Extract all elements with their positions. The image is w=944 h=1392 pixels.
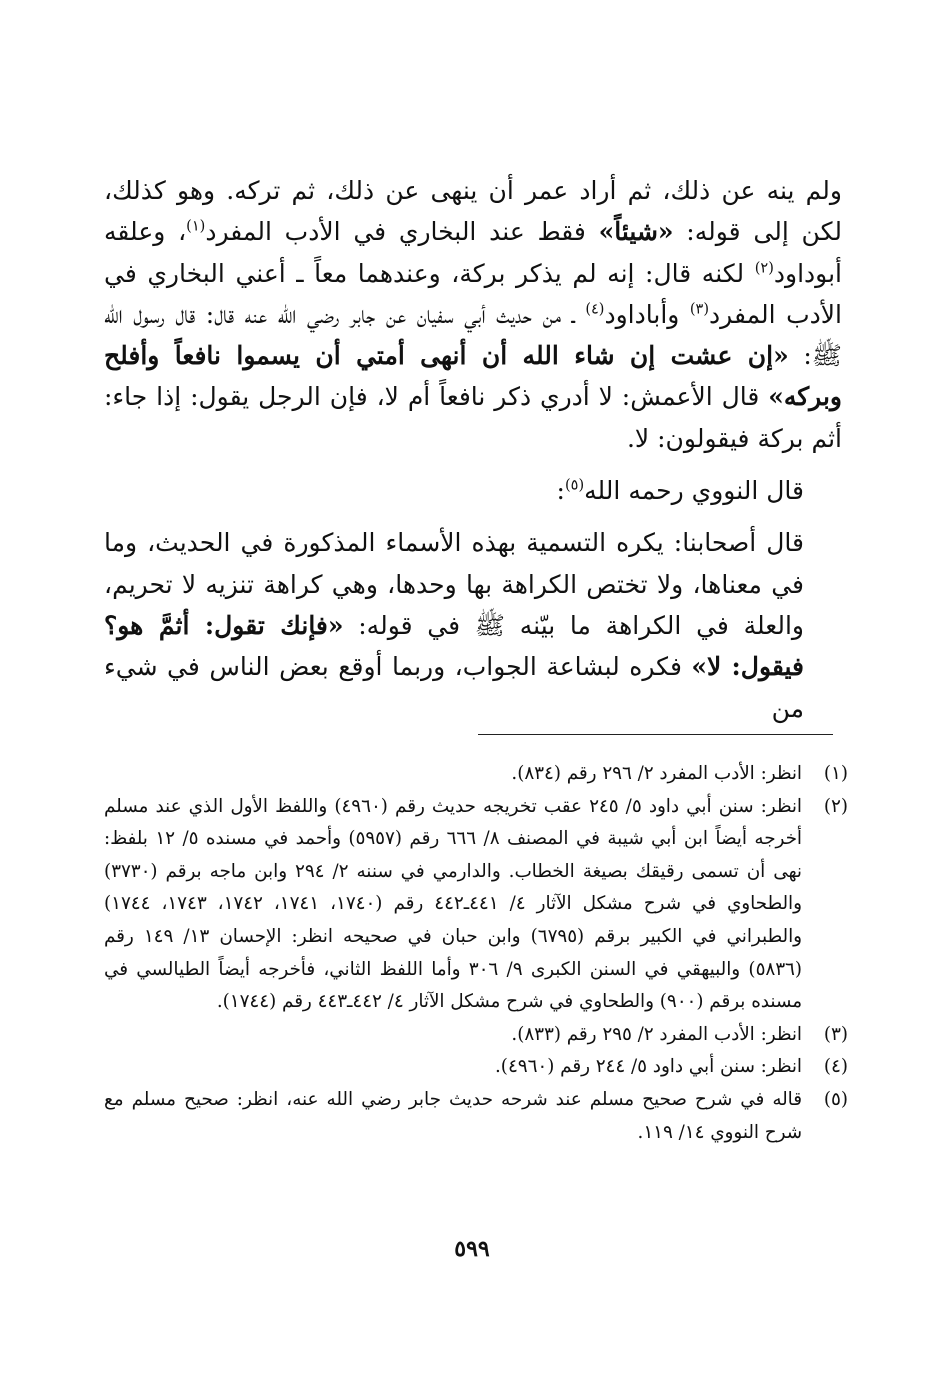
footnote-number: (٥) [823,1088,848,1110]
footnote-number: (٢) [823,795,848,817]
text-run: فقط عند البخاري في الأدب المفرد [205,217,599,247]
footnote-5 [104,1084,848,1149]
footnote-ref[interactable]: (٢) [754,260,774,277]
footnote-3 [104,1019,848,1052]
quoted-text: «فإنك تقول: أثمَّ هو؟ فيقول: لا» [104,610,804,682]
footnotes [104,758,848,1149]
quoted-text: «إن عشت إن شاء الله أن أنهى أمتي أن يسموا نافعاً وأفلح وبركه» [104,341,842,412]
text-run: ولم ينه عن ذلك، ثم أراد عمر أن ينهى عن ذلك، ثم تركه. وهو كذلك، لكن إلى قوله: [104,176,842,247]
footnote-text: انظر: الأدب المفرد ٢/ ٢٩٥ رقم (٨٣٣). [511,1023,802,1045]
text-run: : [556,476,565,506]
text-run: لكنه قال: إنه لم يذكر بركة، وعندهما معاً ـ أعني البخاري في الأدب المفرد [104,258,842,329]
footnote-4 [104,1051,848,1084]
footnote-text: انظر: الأدب المفرد ٢/ ٢٩٦ رقم (٨٣٤). [511,763,802,784]
text-run: وأباداود [604,299,690,329]
text-run: قال النووي رحمه الله [584,476,804,506]
text-run: قال أصحابنا: يكره التسمية بهذه الأسماء المذكورة في الحديث، وما في معناها، ولا تختص الكراهة بها وحدها، وهي كراهة تنزيه لا تحريم، والعلة في الكراهة ما بيّنه ﷺ في قوله: [104,528,804,640]
footnote-ref[interactable]: (٣) [689,301,710,318]
footnote-number: (٤) [823,1056,848,1078]
text-run: فكره لبشاعة الجواب، وربما أوقع بعض الناس في شيء من [104,652,804,723]
footnote-number: (١) [823,763,848,784]
footnote-1 [104,758,848,791]
footnote-text: انظر: سنن أبي داود ٥/ ٢٤٤ رقم (٤٩٦٠). [494,1056,802,1078]
footnote-ref[interactable]: (١) [186,218,206,235]
footnote-separator [478,734,833,735]
paragraph-1 [104,170,842,459]
footnote-ref[interactable]: (٤) [585,301,605,318]
main-text [104,170,842,729]
paragraph-2 [104,470,842,511]
paragraph-3 [104,522,842,728]
text-run: قال الأعمش: لا أدري ذكر نافعاً أم لا، فإن الرجل يقول: إذا جاء: أثم بركة فيقولون: لا. [104,382,842,453]
text-run: ، وعلقه أبوداود [104,217,842,288]
text-run: ـ من حديث أبي سفيان عن جابر رضي الله عنه قال: قال رسول الله ﷺ: [104,299,843,371]
quoted-text: «شيئاً» [598,217,674,247]
footnote-text: انظر: سنن أبي داود ٥/ ٢٤٥ عقب تخريجه حديث رقم (٤٩٦٠) واللفظ الأول الذي عند مسلم أخرجه أيضاً ابن أبي شيبة في المصنف ٨/ ٦٦٦ رقم (٥٩٥٧) وأحمد في مسنده ٥/ ١٢ بلفظ: نهى أن تسمى رقيقك بصيغة الخطاب. والدارمي في سننه ٢/ ٢٩٤ وابن ماجه برقم (٣٧٣٠) والطحاوي في شرح مشكل الآثار ٤/ ٤٤١ـ٤٤٢ رقم (١٧٤٠، ١٧٤١، ١٧٤٢، ١٧٤٣، ١٧٤٤) والطبراني في الكبير برقم (٦٧٩٥) وابن حبان في صحيحه انظر: الإحسان ١٣/ ١٤٩ رقم (٥٨٣٦) والبيهقي في السنن الكبرى ٩/ ٣٠٦ وأما اللفظ الثاني، فأخرجه أيضاً الطيالسي في مسنده برقم (٩٠٠) والطحاوي في شرح مشكل الآثار ٤/ ٤٤٢ـ٤٤٣ رقم (١٧٤٤). [104,795,802,1013]
footnote-2 [104,791,848,1019]
footnote-text: قاله في شرح صحيح مسلم عند شرحه حديث جابر رضي الله عنه، انظر: صحيح مسلم مع شرح النووي ١٤/ ١١٩. [104,1088,802,1143]
page-number: ٥٩٩ [454,1236,490,1262]
footnote-ref[interactable]: (٥) [564,477,585,494]
footnote-number: (٣) [823,1023,848,1045]
